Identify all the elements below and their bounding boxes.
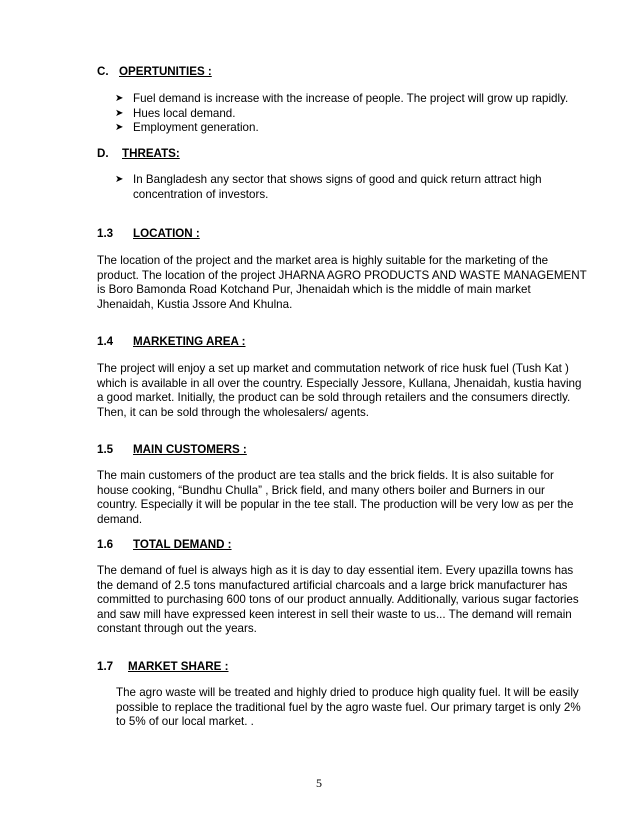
list-item: ➤ Hues local demand. xyxy=(115,106,236,120)
section-1-5-heading xyxy=(97,443,247,456)
section-number: 1.3 xyxy=(97,227,114,240)
arrow-bullet-icon: ➤ xyxy=(115,93,124,104)
section-c-heading xyxy=(97,65,212,78)
section-number: 1.7 xyxy=(97,660,114,673)
list-item: ➤ In Bangladesh any sector that shows signs of good and quick return attract high concentration of investors. xyxy=(115,173,542,201)
section-number: 1.4 xyxy=(97,335,114,348)
section-number: 1.6 xyxy=(97,538,114,551)
market-share-paragraph: The agro waste will be treated and highly dried to produce high quality fuel. It will be easily possible to replace the traditional fuel by the agro waste fuel. Our primary target is only 2% to 5% of our local market. . xyxy=(116,686,581,729)
page-number: 5 xyxy=(316,776,322,790)
section-number: D. xyxy=(97,147,109,160)
section-1-7-heading xyxy=(97,660,228,673)
section-title: OPERTUNITIES : xyxy=(119,65,212,78)
threats-list xyxy=(115,173,555,202)
arrow-bullet-icon: ➤ xyxy=(115,107,124,119)
section-title: MARKET SHARE : xyxy=(128,660,229,673)
total-demand-paragraph: The demand of fuel is always high as it is day to day essential item. Every upazilla towns has the demand of 2.5 tons manufactured artificial charcoals and a large brick manufacturer has committed to purchasing 600 tons of our product annually. Additionally, various sugar factories and saw mill have expressed keen interest in sell their waste to us... The demand will remain constant through out the years. xyxy=(97,564,579,636)
list-item: ➤ Employment generation. xyxy=(115,121,259,135)
marketing-area-paragraph: The project will enjoy a set up market and commutation network of rice husk fuel (Tush Kat ) which is available in all over the country. Especially Jessore, Kullana, Jhenaidah, kustia having a good market. Initially, the product can be sold through retailers and the consumers directly. Then, it can be sold through the wholesalers/ agents. xyxy=(97,362,582,419)
section-title: LOCATION : xyxy=(133,227,200,240)
section-d-heading xyxy=(97,147,180,160)
section-title: TOTAL DEMAND : xyxy=(133,538,232,551)
section-1-6-heading xyxy=(97,538,232,551)
section-number: 1.5 xyxy=(97,443,114,456)
arrow-bullet-icon: ➤ xyxy=(115,174,124,185)
section-title: MARKETING AREA : xyxy=(133,335,246,348)
arrow-bullet-icon: ➤ xyxy=(115,122,124,134)
main-customers-paragraph: The main customers of the product are tea stalls and the brick fields. It is also suitable for house cooking, “Bundhu Chulla” , Brick field, and many others boiler and Burners in our country. Especially it will be popular in the tee stall. The production will be very low as per the demand. xyxy=(97,469,574,526)
section-number: C. xyxy=(97,65,109,78)
section-title: THREATS: xyxy=(122,147,180,160)
list-item: ➤ Fuel demand is increase with the increase of people. The project will grow up rapidly. xyxy=(115,92,569,105)
section-1-4-heading xyxy=(97,335,246,348)
section-1-3-heading xyxy=(97,227,200,240)
section-title: MAIN CUSTOMERS : xyxy=(133,443,247,456)
location-paragraph: The location of the project and the market area is highly suitable for the marketing of the product. The location of the project JHARNA AGRO PRODUCTS AND WASTE MANAGEMENT is Boro Bamonda Road Kotchand Pur, Jhenaidah which is the middle of main market Jhenaidah, Kustia Jssore And Khulna. xyxy=(97,254,587,311)
opportunities-list xyxy=(115,92,595,136)
